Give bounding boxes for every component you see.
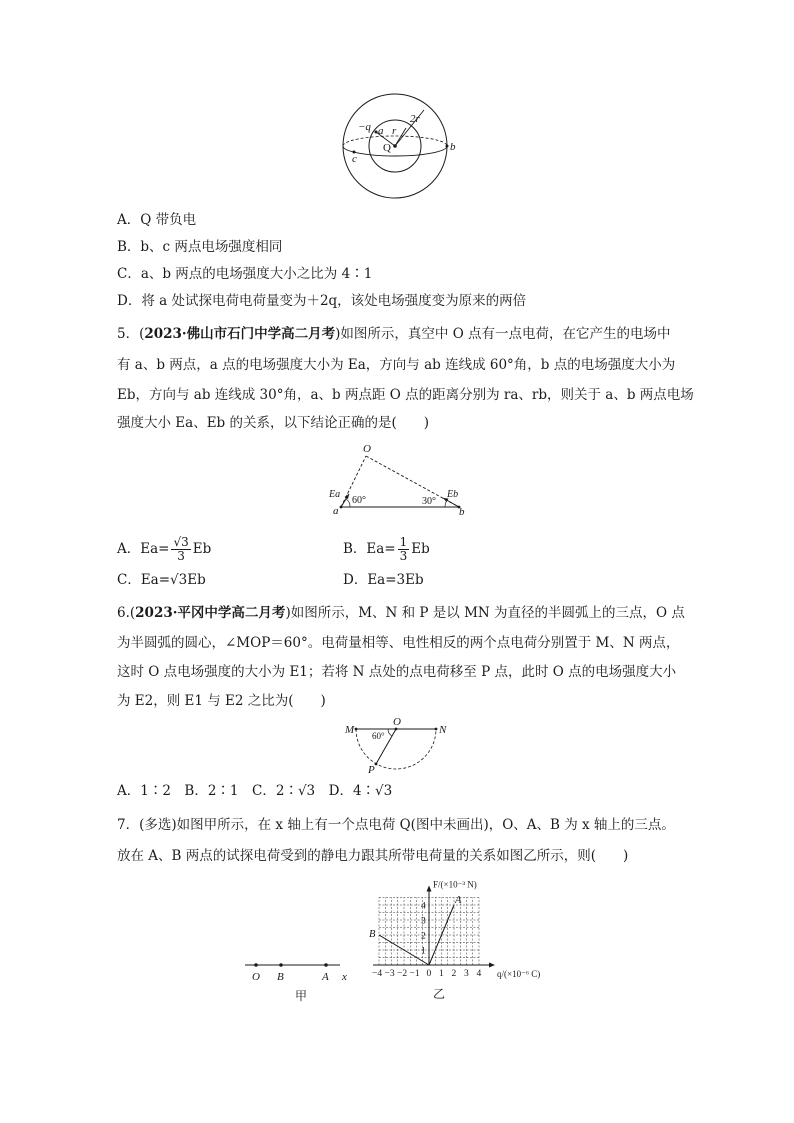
- q7-figure-jia: [240, 950, 360, 1005]
- x-tick-label: 3: [464, 969, 469, 979]
- label-a: a: [378, 125, 384, 137]
- charge-Q-point: [393, 144, 397, 148]
- label-neg-q: −q: [358, 121, 371, 133]
- q5-line2: 有 a、b 两点，a 点的电场强度大小为 Ea，方向与 ab 连线成 60°角，b 点的电场强度大小为: [117, 357, 676, 373]
- label-Eb: Eb: [447, 489, 459, 500]
- q7-line1: 7．(多选)如图甲所示，在 x 轴上有一个点电荷 Q(图中未画出)，O、A、B 为 x 轴上的三点。: [117, 817, 675, 833]
- q6-line1: 6.(2023·平冈中学高二月考)如图所示，M、N 和 P 是以 MN 为直径的半圆弧上的三点，O 点: [117, 605, 685, 621]
- label-30: 30°: [422, 496, 436, 507]
- label-A: A: [322, 971, 329, 983]
- q5-line3: Eb，方向与 ab 连线成 30°角，a、b 两点距 O 点的距离分别为 ra、rb，则关于 a、b 两点电场: [117, 387, 694, 403]
- point-B: [279, 963, 283, 967]
- y-tick-label: 3: [421, 916, 426, 927]
- q6-semicircle-figure: [342, 714, 454, 778]
- q6-options: A．1∶2 B．2∶1 C．2∶√3 D．4∶√3: [117, 783, 393, 799]
- label-Ea: Ea: [329, 489, 341, 500]
- label-2r: 2r: [410, 113, 420, 125]
- q6-line3: 这时 O 点电场强度的大小为 E1；若将 N 点处的点电荷移至 P 点，此时 O 点的电场强度大小: [117, 664, 677, 680]
- x-tick-label: 4: [476, 969, 482, 979]
- label-M: M: [345, 724, 355, 736]
- sphere-figure: [330, 90, 470, 202]
- q5-option-b: B．Ea= $\frac{1}{3}$ Eb: [343, 535, 430, 563]
- x-tick-label: −3: [384, 969, 395, 979]
- x-tick-label: −4: [372, 969, 383, 979]
- caption-yi: 乙: [433, 987, 446, 1001]
- label-Q: Q: [383, 142, 391, 154]
- q5-source: 2023·佛山市石门中学高二月考: [144, 326, 336, 342]
- y-axis-title: F/(×10⁻³ N): [433, 879, 477, 890]
- label-b: b: [450, 141, 456, 153]
- y-tick-label: 2: [421, 931, 426, 942]
- label-a: a: [333, 505, 339, 517]
- point-O: [254, 963, 258, 967]
- q7-chart-yi: [345, 870, 555, 1005]
- chart-labels: [369, 880, 540, 980]
- q4-option-c: C．a、b 两点的电场强度大小之比为 4∶1: [117, 266, 373, 282]
- label-60: 60°: [372, 731, 385, 741]
- radius-r-line: [395, 128, 406, 146]
- x-axis-title: q/(×10⁻⁶ C): [497, 969, 541, 979]
- q6-line4: 为 E2，则 E1 与 E2 之比为( ): [117, 693, 326, 709]
- semicircle-arc: [356, 729, 436, 769]
- point-b: [446, 145, 449, 148]
- y-tick-label: 1: [421, 946, 426, 957]
- label-O: O: [393, 716, 401, 728]
- label-x: x: [342, 971, 347, 983]
- label-B: B: [277, 971, 284, 983]
- series-label-b: B: [369, 929, 376, 940]
- q6-source: 2023·平冈中学高二月考: [135, 605, 286, 621]
- x-tick-label: −1: [409, 969, 420, 979]
- q5-line4: 强度大小 Ea、Eb 的关系，以下结论正确的是( ): [117, 415, 430, 431]
- x-tick-label: 2: [451, 969, 457, 979]
- q4-option-d: D．将 a 处试探电荷电荷量变为＋2q，该处电场强度变为原来的两倍: [117, 293, 527, 309]
- x-axis-arrow: [489, 963, 495, 968]
- y-tick-label: 4: [421, 901, 426, 912]
- label-N: N: [439, 724, 447, 736]
- point-A: [324, 963, 328, 967]
- q5-option-d: D．Ea=3Eb: [343, 572, 424, 588]
- label-r: r: [392, 125, 397, 137]
- q5-triangle-figure: [325, 440, 475, 518]
- y-axis-arrow: [427, 886, 432, 892]
- q4-option-b: B．b、c 两点电场强度相同: [117, 239, 283, 255]
- caption-jia: 甲: [295, 989, 308, 1003]
- q5-option-a: A．Ea= $\frac{√3}{3}$ Eb: [117, 535, 212, 563]
- label-O: O: [363, 443, 371, 455]
- label-P: P: [368, 764, 375, 776]
- x-tick-label: 0: [426, 969, 432, 979]
- label-O: O: [252, 971, 260, 983]
- q4-option-a: A．Q 带负电: [117, 212, 197, 228]
- x-tick-label: −2: [397, 969, 408, 979]
- x-tick-label: 1: [439, 969, 444, 979]
- q5-line1: 5．(2023·佛山市石门中学高二月考)如图所示，真空中 O 点有一点电荷，在它产生的电场中: [117, 326, 671, 342]
- label-b: b: [459, 506, 465, 518]
- q7-line2: 放在 A、B 两点的试探电荷受到的静电力跟其所带电荷量的关系如图乙所示，则( ): [117, 848, 629, 864]
- series-label-a: A: [455, 895, 462, 906]
- q6-line2: 为半圆弧的圆心，∠MOP＝60°。电荷量相等、电性相反的两个点电荷分别置于 M、N 两点，: [117, 635, 680, 651]
- label-60: 60°: [352, 495, 366, 506]
- label-c: c: [352, 153, 357, 165]
- q5-option-c: C．Ea=√3Eb: [117, 572, 206, 588]
